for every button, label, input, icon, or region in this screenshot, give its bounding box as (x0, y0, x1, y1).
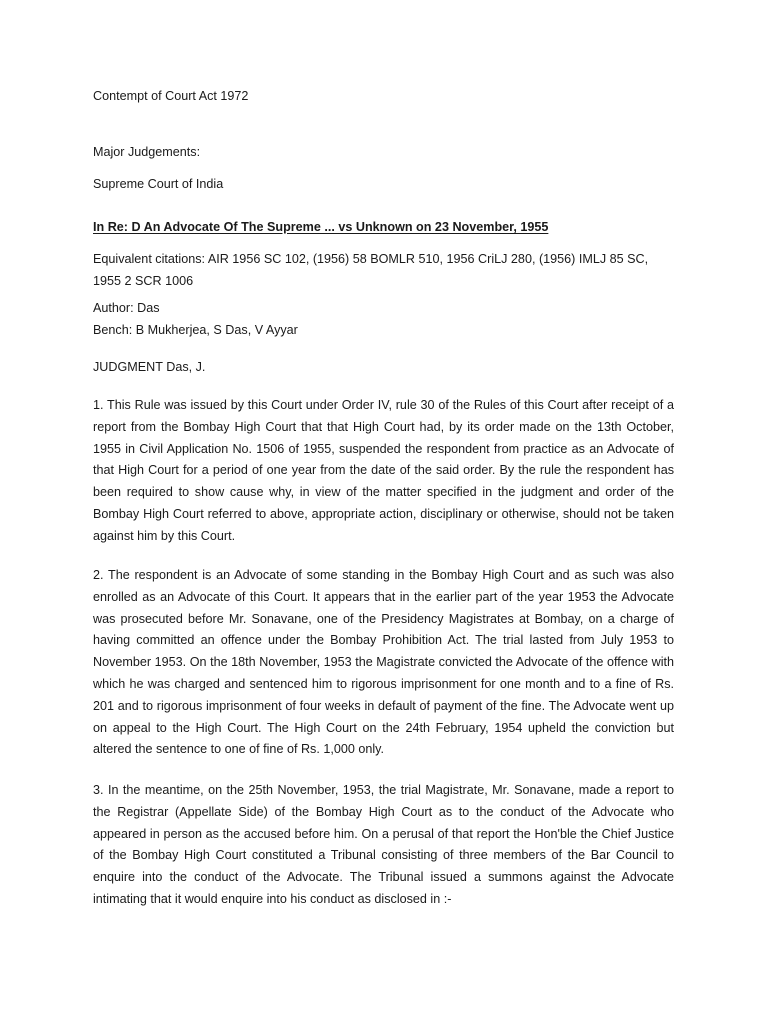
document-page (93, 0, 674, 1024)
equivalent-citations: Equivalent citations: AIR 1956 SC 102, (1956) 58 BOMLR 510, 1956 CriLJ 280, (1956) IMLJ 85 SC, 1955 2 SCR 1006 (93, 252, 649, 288)
judgment-paragraph-1: 1. This Rule was issued by this Court under Order IV, rule 30 of the Rules of this Court after receipt of a report from the Bombay High Court that that High Court had, by its order made on the 13th October, 1955 in Civil Application No. 1506 of 1955, suspended the respondent from practice as an Advocate of that High Court for a period of one year from the date of the said order. By the rule the respondent has been required to show cause why, in view of the matter specified in the judgment and order of the Bombay High Court referred to above, appropriate action, disciplinary or otherwise, should not be taken against him by this Court. (93, 398, 674, 543)
document-title: Contempt of Court Act 1972 (93, 89, 249, 103)
judgment-paragraph-2: 2. The respondent is an Advocate of some standing in the Bombay High Court and as such was also enrolled as an Advocate of this Court. It appears that in the earlier part of the year 1953 the Advocate was prosecuted before Mr. Sonavane, one of the Presidency Magistrates at Bombay, on a charge of having committed an offence under the Bombay Prohibition Act. The trial lasted from July 1953 to November 1953. On the 18th November, 1953 the Magistrate convicted the Advocate of the offence with which he was charged and sentenced him to rigorous imprisonment for one month and to a fine of Rs. 201 and to rigorous imprisonment of four weeks in default of payment of the fine. The Advocate went up on appeal to the High Court. The High Court on the 24th February, 1954 upheld the conviction but altered the sentence to one of fine of Rs. 1,000 only. (93, 568, 674, 757)
judgment-heading: JUDGMENT Das, J. (93, 360, 206, 374)
case-title: In Re: D An Advocate Of The Supreme ... vs Unknown on 23 November, 1955 (93, 220, 549, 234)
section-heading-major-judgements: Major Judgements: (93, 145, 201, 159)
case-bench: Bench: B Mukherjea, S Das, V Ayyar (93, 323, 298, 337)
judgment-paragraph-3: 3. In the meantime, on the 25th November, 1953, the trial Magistrate, Mr. Sonavane, made a report to the Registrar (Appellate Side) of the Bombay High Court as to the conduct of the Advocate who appeared in person as the accused before him. On a perusal of that report the Hon'ble the Chief Justice of the Bombay High Court constituted a Tribunal consisting of three members of the Bar Council to enquire into the conduct of the Advocate. The Tribunal issued a summons against the Advocate intimating that it would enquire into his conduct as disclosed in :- (93, 783, 674, 906)
case-author: Author: Das (93, 301, 160, 315)
court-name: Supreme Court of India (93, 177, 224, 191)
